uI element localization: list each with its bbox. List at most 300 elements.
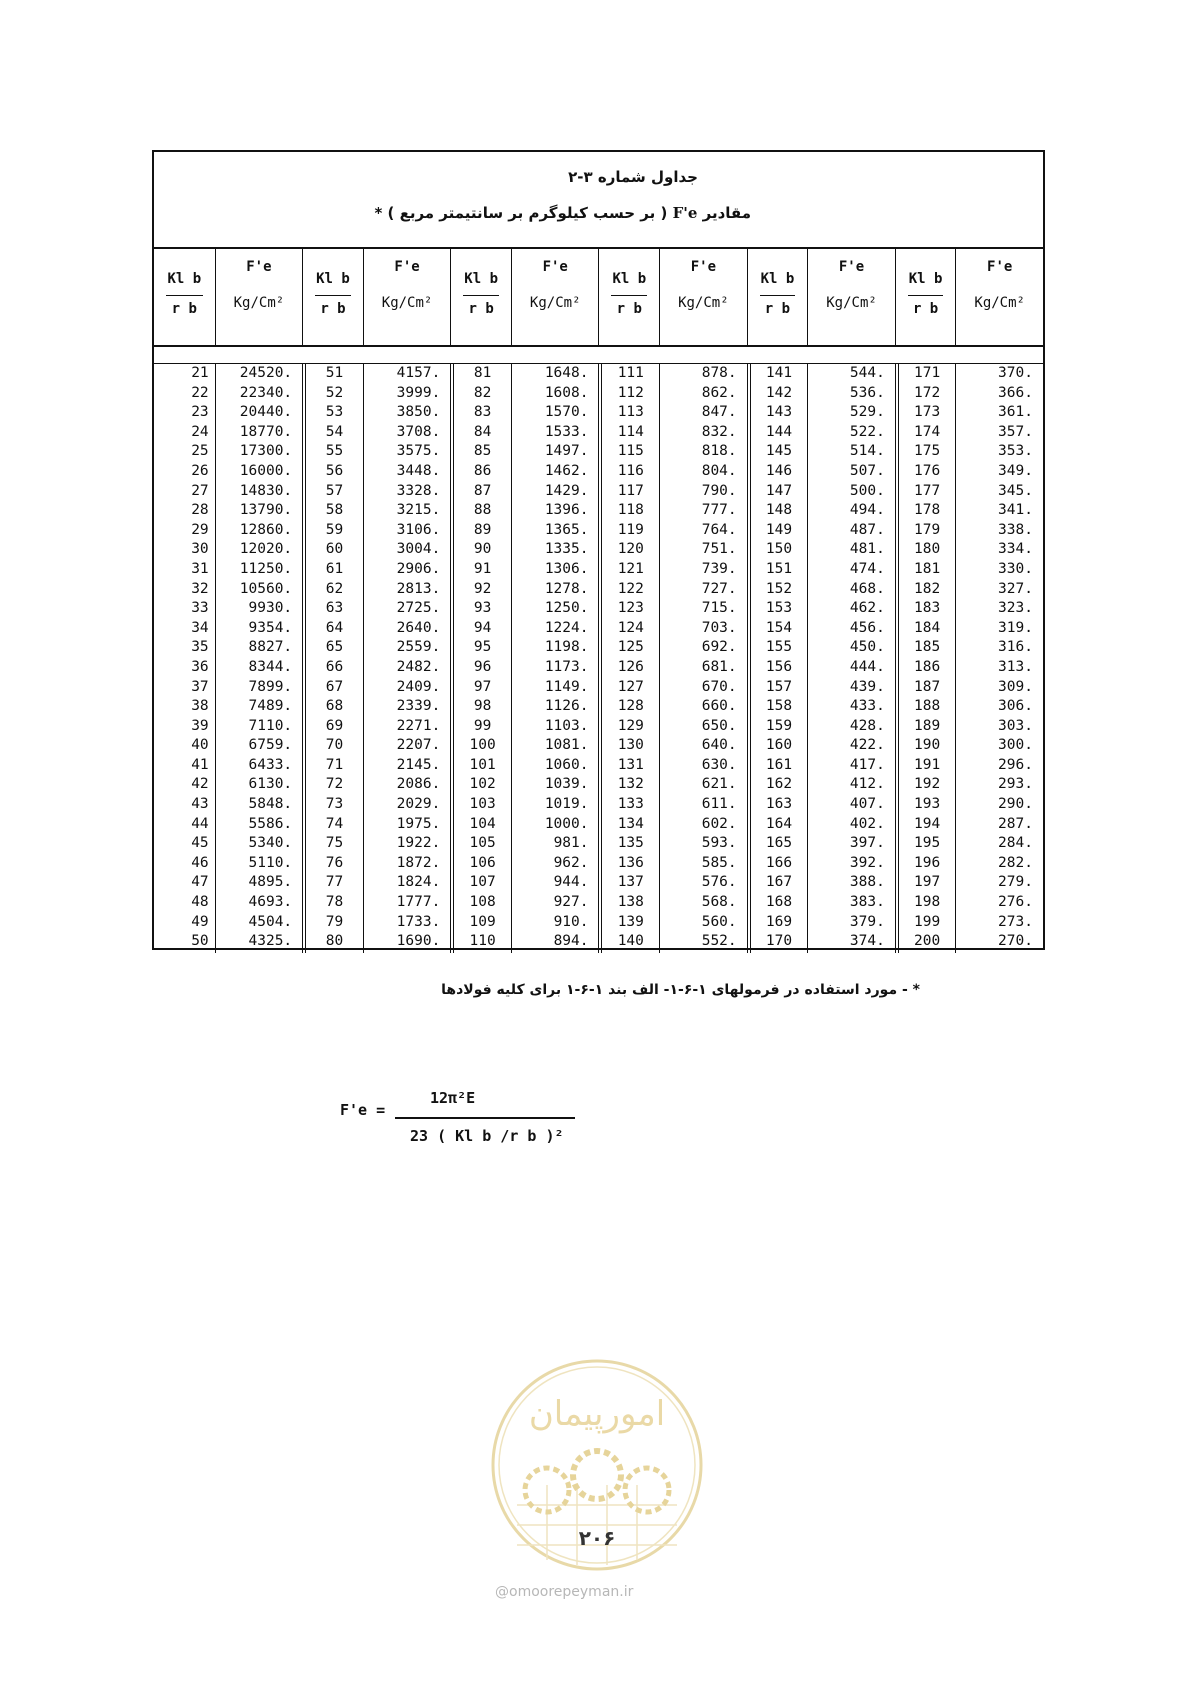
fe-value: 1570. [544, 404, 589, 421]
fe-value: 316. [998, 639, 1033, 656]
watermark-site: @omoorepeyman.ir [495, 1584, 634, 1600]
fe-value: 1306. [544, 560, 589, 577]
k-value: 162 [765, 776, 793, 793]
fe-value: 2271. [396, 717, 441, 734]
fe-value: 5340. [248, 835, 293, 852]
fe-value: 20440. [239, 404, 293, 421]
header-fe-4 [659, 249, 747, 345]
fe-value: 4157. [396, 365, 441, 381]
subtitle-symbol: F'e [672, 204, 698, 222]
k-value: 51 [325, 365, 344, 381]
fe-value: 338. [998, 521, 1033, 538]
column-k-1 [154, 364, 215, 953]
k-denominator: r b [171, 301, 197, 317]
fe-value: 402. [849, 815, 885, 832]
k-value: 42 [191, 776, 209, 793]
fe-value: 1608. [544, 384, 589, 401]
fe-value: 4693. [248, 894, 293, 911]
fe-value: 804. [701, 462, 737, 479]
k-value: 49 [191, 913, 209, 930]
k-value: 84 [473, 423, 492, 440]
k-value: 22 [191, 384, 209, 401]
fe-value: 6433. [248, 756, 293, 773]
k-value: 176 [914, 462, 941, 479]
fe-value: 370. [998, 365, 1033, 381]
k-value: 165 [765, 835, 793, 852]
fe-value: 276. [998, 894, 1033, 911]
k-value: 163 [765, 796, 793, 813]
fe-value: 1365. [544, 521, 589, 538]
footnote: * - مورد استفاده در فرمولهای ۱-۶-۱- الف بند ۱-۶-۱ برای کلیه فولادها [441, 982, 920, 998]
k-value: 105 [469, 835, 496, 852]
k-value: 36 [191, 658, 209, 675]
k-value: 120 [617, 541, 644, 558]
subtitle-post: ( بر حسب کیلوگرم بر سانتیمتر مربع ) * [374, 204, 668, 222]
k-value: 30 [191, 541, 209, 558]
k-value: 184 [914, 619, 941, 636]
k-value: 74 [325, 815, 344, 832]
k-value: 31 [191, 560, 209, 577]
k-numerator: Kl b [464, 271, 498, 287]
fe-value: 1922. [396, 835, 441, 852]
k-value: 98 [473, 698, 492, 715]
fe-value: 568. [701, 894, 737, 911]
k-value: 159 [765, 717, 793, 734]
k-value: 144 [765, 423, 793, 440]
k-value: 96 [473, 658, 492, 675]
k-value: 142 [765, 384, 793, 401]
fraction-bar [315, 295, 351, 296]
k-value: 188 [914, 698, 941, 715]
fe-value: 7110. [248, 717, 293, 734]
fe-value: 500. [849, 482, 885, 499]
k-value: 189 [914, 717, 941, 734]
k-value: 150 [765, 541, 793, 558]
fe-value: 777. [701, 502, 737, 519]
fe-value: 2482. [396, 658, 441, 675]
k-value: 63 [325, 600, 344, 617]
k-value: 25 [191, 443, 209, 460]
fe-value: 3850. [396, 404, 441, 421]
k-value: 106 [469, 854, 496, 871]
watermark-logo-text: امورپیمان [528, 1394, 666, 1434]
fe-value: 494. [849, 502, 885, 519]
k-value: 50 [191, 933, 209, 950]
fe-value: 327. [998, 580, 1033, 597]
fe-value: 630. [701, 756, 737, 773]
fe-value: 514. [849, 443, 885, 460]
formula-denominator: 23 ( Kl b /r b )² [410, 1127, 564, 1145]
k-value: 152 [765, 580, 793, 597]
k-value: 198 [914, 894, 941, 911]
column-fe-2 [363, 364, 451, 953]
k-value: 91 [473, 560, 492, 577]
fe-value: 270. [998, 933, 1033, 950]
header-fe-5 [807, 249, 895, 345]
fe-value: 3328. [396, 482, 441, 499]
fe-value: 2813. [396, 580, 441, 597]
fe-value: 444. [849, 658, 885, 675]
fe-value: 1396. [544, 502, 589, 519]
k-value: 35 [191, 639, 209, 656]
k-value: 190 [914, 737, 941, 754]
k-value: 182 [914, 580, 941, 597]
k-value: 160 [765, 737, 793, 754]
k-value: 199 [914, 913, 941, 930]
fe-value: 341. [998, 502, 1033, 519]
k-value: 70 [325, 737, 344, 754]
k-value: 171 [914, 365, 941, 381]
k-value: 139 [617, 913, 644, 930]
k-value: 80 [325, 933, 344, 950]
fe-label: F'e [838, 259, 865, 275]
fe-value: 273. [998, 913, 1033, 930]
fe-value: 374. [849, 933, 885, 950]
header-fe-6 [955, 249, 1043, 345]
fe-value: 1060. [544, 756, 589, 773]
k-value: 174 [914, 423, 941, 440]
fe-value: 818. [701, 443, 737, 460]
fe-value: 522. [849, 423, 885, 440]
fe-value: 2086. [396, 776, 441, 793]
unit-label: Kg/Cm² [381, 295, 433, 311]
k-value: 140 [617, 933, 644, 950]
fe-value: 1872. [396, 854, 441, 871]
fe-value: 560. [701, 913, 737, 930]
k-value: 186 [914, 658, 941, 675]
fe-value: 1777. [396, 894, 441, 911]
fe-value: 1278. [544, 580, 589, 597]
fe-value: 3708. [396, 423, 441, 440]
k-value: 24 [191, 423, 209, 440]
k-value: 169 [765, 913, 793, 930]
k-value: 133 [617, 796, 644, 813]
fe-value: 2029. [396, 796, 441, 813]
fe-value: 1733. [396, 913, 441, 930]
k-value: 102 [469, 776, 496, 793]
fe-value: 1198. [544, 639, 589, 656]
fe-value: 357. [998, 423, 1033, 440]
fe-value: 487. [849, 521, 885, 538]
fe-value: 361. [998, 404, 1033, 421]
fe-value: 832. [701, 423, 737, 440]
k-value: 65 [325, 639, 344, 656]
fe-value: 536. [849, 384, 885, 401]
k-value: 64 [325, 619, 344, 636]
k-value: 125 [617, 639, 644, 656]
k-value: 146 [765, 462, 793, 479]
k-value: 119 [617, 521, 644, 538]
fe-value: 383. [849, 894, 885, 911]
fe-value: 3215. [396, 502, 441, 519]
k-value: 66 [325, 658, 344, 675]
k-value: 155 [765, 639, 793, 656]
fe-value: 3106. [396, 521, 441, 538]
k-value: 192 [914, 776, 941, 793]
k-value: 76 [325, 854, 344, 871]
column-fe-1 [215, 364, 303, 953]
fe-value: 703. [701, 619, 737, 636]
k-value: 168 [765, 894, 793, 911]
k-value: 54 [325, 423, 344, 440]
fe-value: 9354. [248, 619, 293, 636]
k-value: 52 [325, 384, 344, 401]
k-value: 117 [617, 482, 644, 499]
k-value: 44 [191, 815, 209, 832]
fe-value: 13790. [239, 502, 293, 519]
fe-value: 1497. [544, 443, 589, 460]
fe-value: 282. [998, 854, 1033, 871]
fe-values-table [152, 150, 1045, 950]
fe-value: 9930. [248, 600, 293, 617]
fe-value: 293. [998, 776, 1033, 793]
k-value: 111 [617, 365, 644, 381]
k-numerator: Kl b [908, 271, 943, 287]
fe-value: 428. [849, 717, 885, 734]
k-value: 73 [325, 796, 344, 813]
k-value: 61 [325, 560, 344, 577]
header-fe-3 [511, 249, 599, 345]
fe-value: 1081. [544, 737, 589, 754]
k-value: 21 [191, 365, 209, 381]
fe-value: 670. [701, 678, 737, 695]
k-value: 132 [617, 776, 644, 793]
column-k-6 [895, 364, 956, 953]
header-k-ratio-2 [302, 249, 363, 345]
k-value: 37 [191, 678, 209, 695]
fe-value: 544. [849, 365, 885, 381]
header-fe-2 [363, 249, 451, 345]
column-fe-4 [659, 364, 747, 953]
header-k-ratio-6 [895, 249, 956, 345]
fe-value: 1250. [544, 600, 589, 617]
k-denominator: r b [616, 301, 642, 317]
k-value: 26 [191, 462, 209, 479]
fe-value: 962. [553, 854, 589, 871]
k-value: 177 [914, 482, 941, 499]
k-value: 69 [325, 717, 344, 734]
k-value: 151 [765, 560, 793, 577]
k-value: 136 [617, 854, 644, 871]
fe-value: 388. [849, 874, 885, 891]
fe-value: 894. [553, 933, 589, 950]
fe-value: 790. [701, 482, 737, 499]
fe-value: 303. [998, 717, 1033, 734]
fe-value: 2145. [396, 756, 441, 773]
fe-value: 7489. [248, 698, 293, 715]
fe-value: 5110. [248, 854, 293, 871]
fe-value: 24520. [239, 365, 293, 381]
fe-value: 3004. [396, 541, 441, 558]
fe-value: 739. [701, 560, 737, 577]
fe-value: 397. [849, 835, 885, 852]
k-value: 90 [473, 541, 492, 558]
unit-label: Kg/Cm² [826, 295, 877, 311]
fe-value: 18770. [239, 423, 293, 440]
k-value: 126 [617, 658, 644, 675]
k-value: 197 [914, 874, 941, 891]
fe-value: 8344. [248, 658, 293, 675]
fe-value: 12020. [239, 541, 293, 558]
fe-value: 422. [849, 737, 885, 754]
fe-value: 1690. [396, 933, 441, 950]
k-value: 127 [617, 678, 644, 695]
k-value: 94 [473, 619, 492, 636]
fe-value: 5586. [248, 815, 293, 832]
k-value: 185 [914, 639, 941, 656]
fe-label: F'e [246, 259, 272, 275]
formula-lhs: F'e = [340, 1101, 386, 1119]
fe-value: 407. [849, 796, 885, 813]
fe-value: 22340. [239, 384, 293, 401]
unit-label: Kg/Cm² [678, 295, 729, 311]
k-value: 116 [617, 462, 644, 479]
fe-value: 3448. [396, 462, 441, 479]
fe-value: 14830. [239, 482, 293, 499]
fraction-bar [908, 295, 944, 296]
k-numerator: Kl b [760, 271, 795, 287]
column-k-4 [598, 364, 659, 953]
k-value: 55 [325, 443, 344, 460]
fe-value: 306. [998, 698, 1033, 715]
k-denominator: r b [764, 301, 791, 317]
fe-value: 681. [701, 658, 737, 675]
k-value: 103 [469, 796, 496, 813]
fe-value: 313. [998, 658, 1033, 675]
fe-value: 981. [553, 835, 589, 852]
fe-value: 611. [701, 796, 737, 813]
fe-value: 279. [998, 874, 1033, 891]
fe-value: 12860. [239, 521, 293, 538]
k-value: 179 [914, 521, 941, 538]
fe-value: 507. [849, 462, 885, 479]
fe-value: 2409. [396, 678, 441, 695]
header-fe-1 [215, 249, 303, 345]
k-value: 97 [473, 678, 492, 695]
fe-value: 353. [998, 443, 1033, 460]
k-value: 33 [191, 600, 209, 617]
k-denominator: r b [912, 301, 939, 317]
k-value: 101 [469, 756, 496, 773]
unit-label: Kg/Cm² [529, 295, 581, 311]
header-k-ratio-5 [747, 249, 808, 345]
k-value: 115 [617, 443, 644, 460]
fe-value: 4325. [248, 933, 293, 950]
k-value: 113 [617, 404, 644, 421]
fe-value: 3999. [396, 384, 441, 401]
table-title-area [154, 152, 1043, 249]
fe-value: 1173. [544, 658, 589, 675]
fe-value: 349. [998, 462, 1033, 479]
fe-value: 1103. [544, 717, 589, 734]
k-value: 135 [617, 835, 644, 852]
k-value: 129 [617, 717, 644, 734]
fe-value: 323. [998, 600, 1033, 617]
k-value: 145 [765, 443, 793, 460]
k-value: 156 [765, 658, 793, 675]
fe-value: 1533. [544, 423, 589, 440]
unit-label: Kg/Cm² [974, 295, 1025, 311]
k-value: 72 [325, 776, 344, 793]
fe-value: 927. [553, 894, 589, 911]
k-value: 175 [914, 443, 941, 460]
k-value: 100 [469, 737, 496, 754]
k-value: 128 [617, 698, 644, 715]
column-k-5 [747, 364, 808, 953]
k-numerator: Kl b [167, 271, 202, 287]
fe-value: 715. [701, 600, 737, 617]
k-value: 38 [191, 698, 209, 715]
k-value: 53 [325, 404, 344, 421]
k-value: 149 [765, 521, 793, 538]
k-value: 121 [617, 560, 644, 577]
fe-value: 1019. [544, 796, 589, 813]
k-value: 187 [914, 678, 941, 695]
fe-value: 462. [849, 600, 885, 617]
k-value: 89 [473, 521, 492, 538]
fe-value: 450. [849, 639, 885, 656]
k-value: 28 [191, 502, 209, 519]
fe-value: 660. [701, 698, 737, 715]
fe-value: 1648. [544, 365, 589, 381]
fe-value: 481. [849, 541, 885, 558]
k-value: 43 [191, 796, 209, 813]
fe-value: 284. [998, 835, 1033, 852]
k-value: 71 [325, 756, 344, 773]
fe-value: 290. [998, 796, 1033, 813]
k-value: 62 [325, 580, 344, 597]
k-value: 180 [914, 541, 941, 558]
k-value: 141 [765, 365, 793, 381]
k-value: 114 [617, 423, 644, 440]
k-value: 39 [191, 717, 209, 734]
k-value: 178 [914, 502, 941, 519]
formula-fraction-bar [395, 1117, 575, 1119]
k-value: 77 [325, 874, 344, 891]
k-value: 112 [617, 384, 644, 401]
k-value: 158 [765, 698, 793, 715]
k-numerator: Kl b [612, 271, 647, 287]
fe-value: 1000. [544, 815, 589, 832]
fe-value: 1224. [544, 619, 589, 636]
k-value: 181 [914, 560, 941, 577]
k-value: 81 [473, 365, 492, 381]
k-value: 41 [191, 756, 209, 773]
fe-value: 1824. [396, 874, 441, 891]
k-value: 122 [617, 580, 644, 597]
k-value: 56 [325, 462, 344, 479]
fe-value: 692. [701, 639, 737, 656]
k-value: 148 [765, 502, 793, 519]
k-value: 195 [914, 835, 941, 852]
fe-value: 300. [998, 737, 1033, 754]
k-numerator: Kl b [316, 271, 350, 287]
k-value: 138 [617, 894, 644, 911]
k-value: 34 [191, 619, 209, 636]
fe-value: 10560. [239, 580, 293, 597]
k-value: 183 [914, 600, 941, 617]
fe-label: F'e [690, 259, 717, 275]
fe-value: 468. [849, 580, 885, 597]
k-value: 93 [473, 600, 492, 617]
k-value: 166 [765, 854, 793, 871]
fe-value: 1335. [544, 541, 589, 558]
fe-value: 287. [998, 815, 1033, 832]
k-value: 68 [325, 698, 344, 715]
table-body [154, 364, 1043, 953]
k-value: 87 [473, 482, 492, 499]
k-value: 46 [191, 854, 209, 871]
